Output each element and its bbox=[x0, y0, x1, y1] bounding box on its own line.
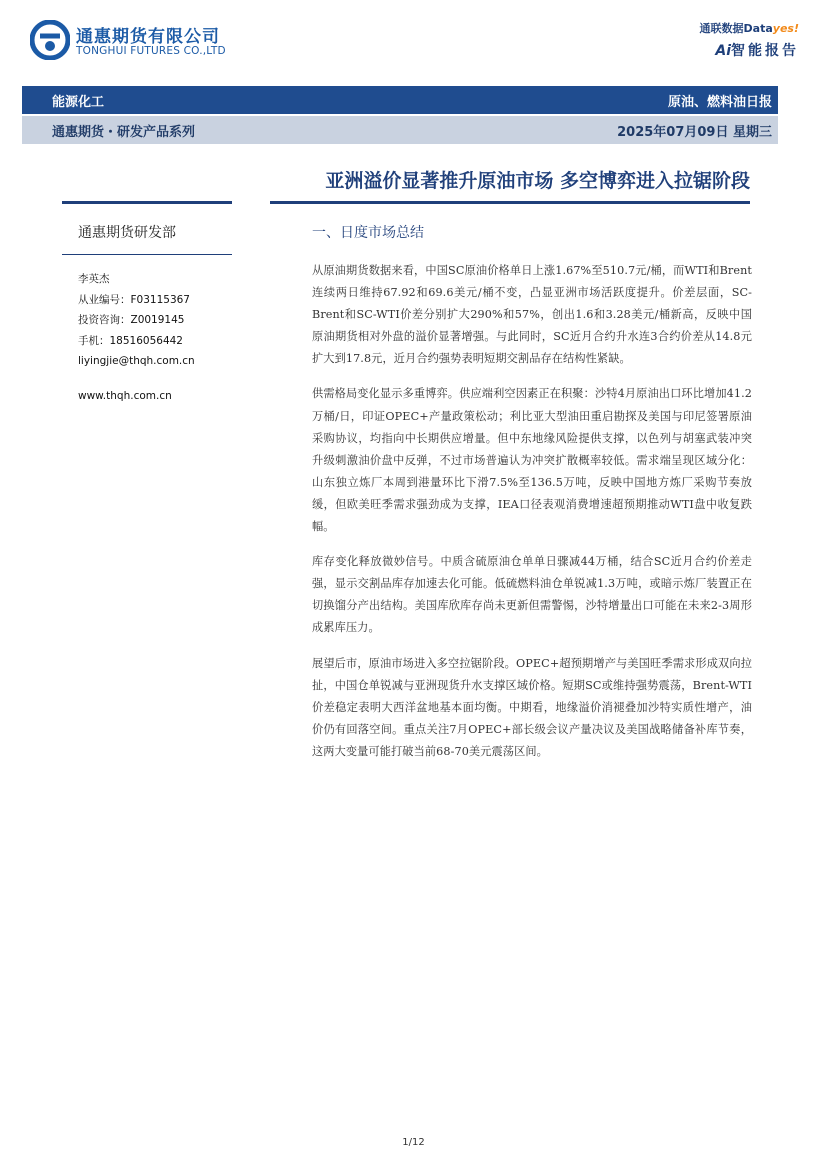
report-headline: 亚洲溢价显著推升原油市场 多空博弈进入拉锯阶段 bbox=[325, 170, 750, 192]
ai-report-label bbox=[629, 40, 799, 60]
advisory-row bbox=[78, 310, 262, 331]
main-content bbox=[312, 222, 752, 763]
ai-mark: Ai bbox=[715, 43, 731, 59]
category-label: 能源化工 bbox=[52, 95, 105, 110]
analyst-name: 李英杰 bbox=[78, 273, 110, 285]
divider-left bbox=[62, 201, 232, 204]
website-link[interactable]: www.thqh.com.cn bbox=[78, 389, 172, 402]
phone-label: 手机： bbox=[78, 334, 110, 347]
phone-row bbox=[78, 331, 262, 352]
section-title: 一、日度市场总结 bbox=[312, 225, 424, 241]
advisory-number: Z0019145 bbox=[130, 314, 185, 326]
department-name: 通惠期货研发部 bbox=[78, 225, 176, 241]
license-row bbox=[78, 290, 262, 311]
brand-yes: yes! bbox=[772, 22, 799, 35]
report-type: 原油、燃料油日报 bbox=[667, 95, 772, 110]
datayes-logo bbox=[629, 20, 799, 36]
sidebar bbox=[62, 222, 262, 402]
company-name-en: TONGHUI FUTURES CO.,LTD bbox=[76, 45, 226, 57]
sidebar-divider bbox=[62, 254, 232, 255]
divider-right bbox=[270, 201, 750, 204]
series-bar bbox=[22, 116, 778, 144]
report-date: 2025年07月09日 星期三 bbox=[617, 125, 772, 140]
company-logo-icon bbox=[30, 20, 70, 60]
company-logo bbox=[30, 20, 230, 64]
category-bar bbox=[22, 86, 778, 114]
paragraph-supply-demand: 供需格局变化显示多重博弈。供应端利空因素正在积聚：沙特4月原油出口环比增加41.2万桶/日，印证OPEC+产量政策松动；利比亚大型油田重启勘探及美国与印尼签署原油采购协议，均指向中长期供应增量。但中东地缘风险提供支撑，以色列与胡塞武装冲突升级刺激油价盘中反弹，不过市场普遍认为冲突扩散概率较低。需求端呈现区域分化：山东独立炼厂本周到港量环比下滑7.5%至136.5万吨，反映中国地方炼厂采购节奏放缓，但欧美旺季需求强劲成为支撑，IEA口径表观消费增速超预期推动WTI盘中收复跌幅。 bbox=[312, 387, 752, 534]
page-number: 1/12 bbox=[402, 1137, 425, 1148]
brand-prefix: 通联数据 bbox=[699, 22, 744, 35]
analyst-info bbox=[78, 269, 262, 372]
license-label: 从业编号： bbox=[78, 293, 131, 306]
paragraph-price-summary: 从原油期货数据来看，中国SC原油价格单日上涨1.67%至510.7元/桶，而WTI和Brent连续两日维持67.92和69.6美元/桶不变，凸显亚洲市场活跃度提升。价差层面，SC-Brent和SC-WTI价差分别扩大290%和57%，创出1.6和3.28美元/桶新高，反映中国原油期货相对外盘的溢价显著增强。与此同时，SC近月合约升水连3合约价差从14.8元扩大到17.8元，近月合约强势表明短期交割品存在结构性紧缺。 bbox=[312, 264, 752, 366]
paragraph-outlook: 展望后市，原油市场进入多空拉锯阶段。OPEC+超预期增产与美国旺季需求形成双向拉扯，中国仓单锐减与亚洲现货升水支撑区域价格。短期SC或维持强势震荡，Brent-WTI价差稳定表明大西洋盆地基本面均衡。中期看，地缘溢价消褪叠加沙特实质性增产，油价仍有回落空间。重点关注7月OPEC+部长级会议产量决议及美国战略储备补库节奏，这两大变量可能打破当前68-70美元震荡区间。 bbox=[312, 656, 752, 758]
email-address[interactable]: liyingjie@thqh.com.cn bbox=[78, 355, 195, 367]
license-number: F03115367 bbox=[130, 293, 190, 306]
brand-data: Data bbox=[743, 22, 773, 35]
phone-number: 18516056442 bbox=[109, 334, 183, 347]
datayes-brand bbox=[629, 20, 799, 60]
paragraph-inventory: 库存变化释放微妙信号。中质含硫原油仓单单日骤减44万桶，结合SC近月合约价差走强，显示交割品库存加速去化可能。低硫燃料油仓单锐减1.3万吨，或暗示炼厂装置正在切换馏分产出结构。美国库欣库存尚未更新但需警惕，沙特增量出口可能在未来2-3周形成累库压力。 bbox=[312, 555, 752, 635]
ai-report-text: 智能报告 bbox=[731, 43, 799, 59]
series-label: 通惠期货・研发产品系列 bbox=[52, 125, 196, 140]
company-name-cn: 通惠期货有限公司 bbox=[76, 27, 220, 47]
advisory-label: 投资咨询： bbox=[78, 314, 131, 326]
